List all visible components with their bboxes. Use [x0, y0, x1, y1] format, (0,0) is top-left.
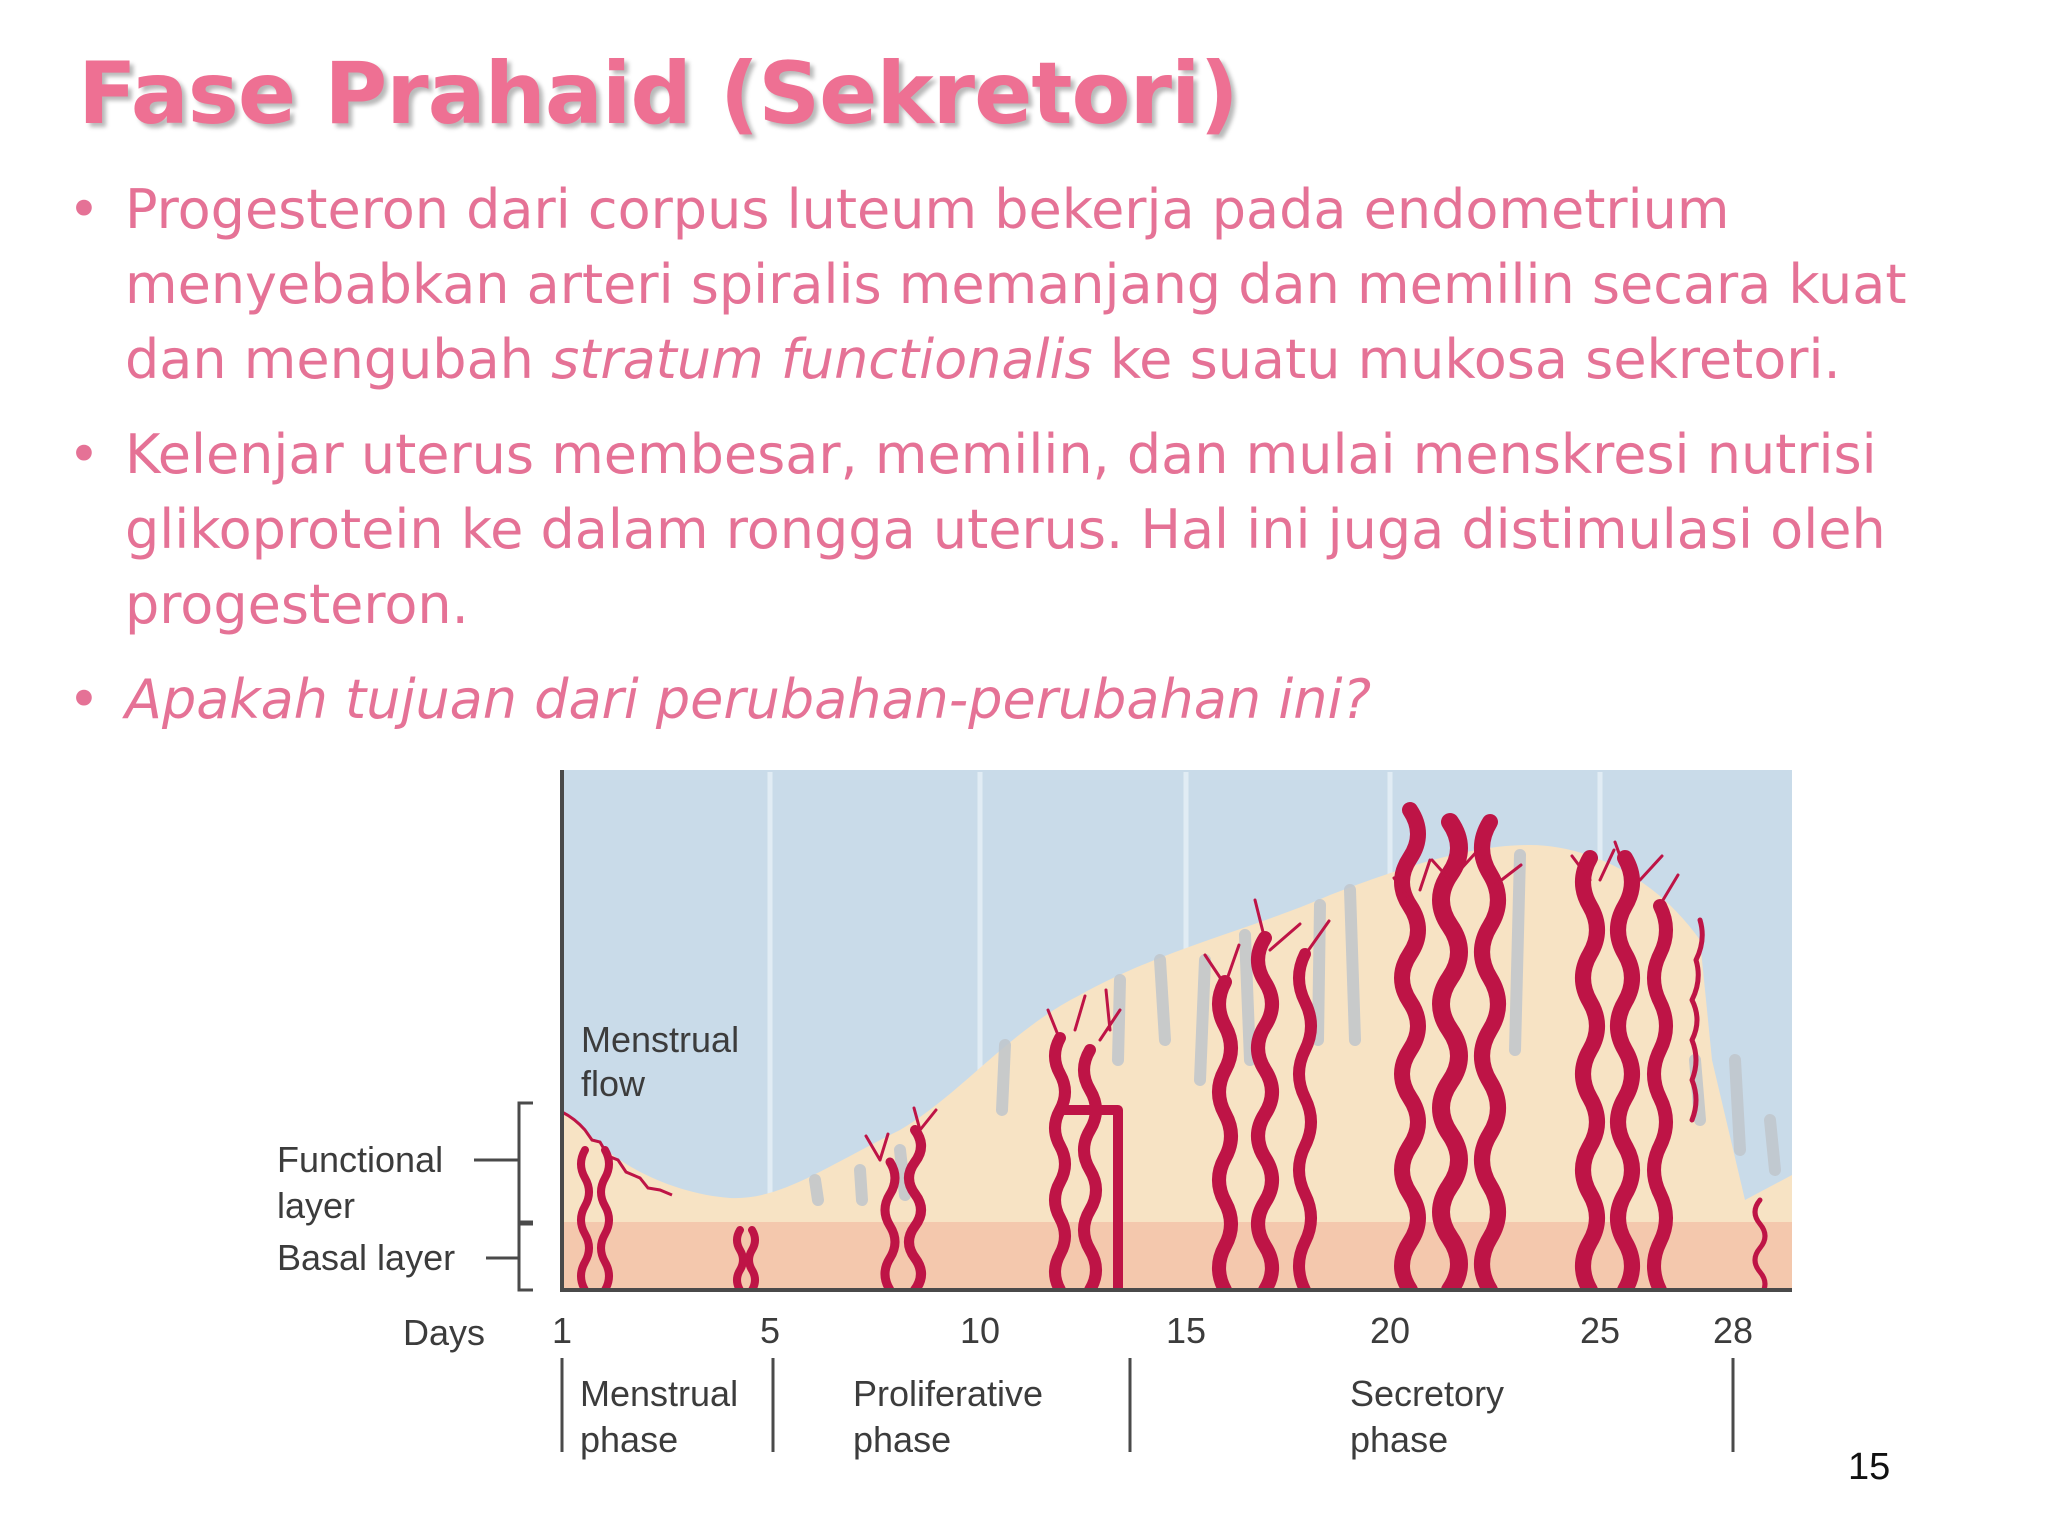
basal-layer-label: Basal layer — [277, 1237, 456, 1278]
bullet-marker: • — [68, 423, 100, 486]
day-tick-28: 28 — [1712, 1310, 1754, 1351]
bullet-marker: • — [68, 668, 100, 731]
layer-brackets — [474, 1103, 533, 1290]
days-label: Days — [403, 1312, 486, 1353]
bullet-text-part1: Progesteron dari corpus luteum bekerja pada endometrium menyebabkan arteri spiralis memanjang dan memilin secara kuat dan mengubah — [125, 178, 1907, 391]
menstrual-flow-label-line2: flow — [581, 1063, 646, 1104]
functional-layer-label-line2: layer — [277, 1185, 356, 1226]
day-tick-25: 25 — [1579, 1310, 1621, 1351]
bullet-text-emphasis: stratum functionalis — [551, 328, 1093, 391]
phase-label-menstrual: Menstrual — [580, 1373, 739, 1414]
menstrual-flow-label: Menstrual — [581, 1019, 740, 1060]
day-tick-15: 15 — [1165, 1310, 1207, 1351]
functional-layer-label: Functional — [277, 1139, 444, 1180]
phase-label-secretory-line2: phase — [1350, 1419, 1449, 1460]
day-tick-20: 20 — [1369, 1310, 1411, 1351]
bullet-marker: • — [68, 178, 100, 241]
phase-label-secretory: Secretory — [1350, 1373, 1505, 1414]
day-tick-labels — [552, 1310, 1753, 1351]
phase-label-proliferative: Proliferative — [853, 1373, 1044, 1414]
phase-label-menstrual-line2: phase — [580, 1419, 679, 1460]
bullet-text: Kelenjar uterus membesar, memilin, dan mulai menskresi nutrisi glikoprotein ke dalam rongga uterus. Hal ini juga distimulasi oleh progesteron. — [125, 423, 1886, 636]
slide-title: Fase Prahaid (Sekretori) — [78, 44, 1238, 144]
page-number: 15 — [1848, 1446, 1891, 1488]
phase-label-proliferative-line2: phase — [853, 1419, 952, 1460]
bullet-text: Apakah tujuan dari perubahan-perubahan ini? — [125, 668, 1372, 731]
day-tick-10: 10 — [959, 1310, 1001, 1351]
day-tick-5: 5 — [759, 1310, 781, 1351]
bullet-text-part2: ke suatu mukosa sekretori. — [1092, 328, 1841, 391]
day-tick-1: 1 — [551, 1310, 573, 1351]
